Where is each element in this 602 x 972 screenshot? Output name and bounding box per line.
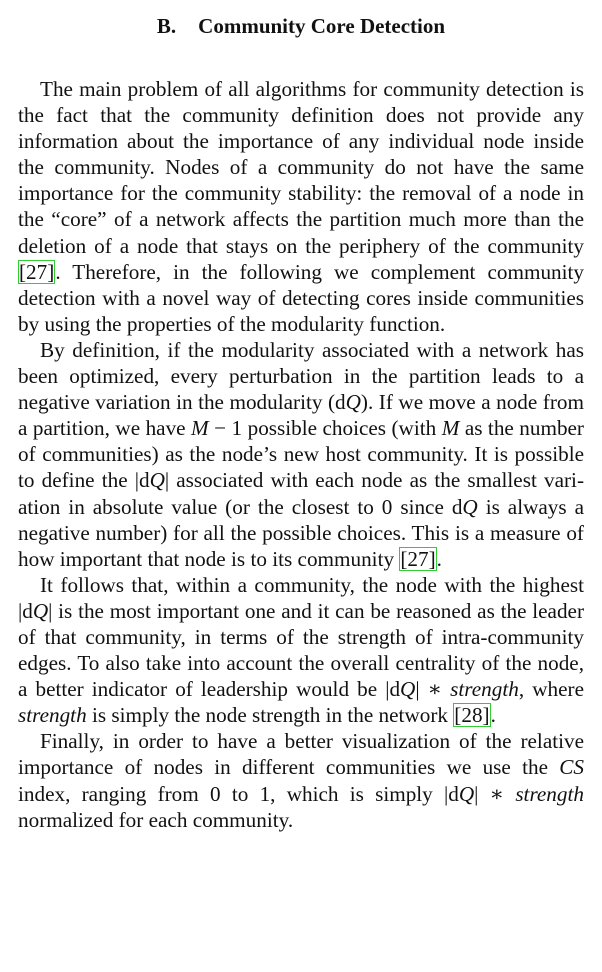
math-variable: CS [559, 755, 584, 780]
paragraph-text: | ∗ [415, 677, 451, 702]
paragraph-text: By definition, if the modularity associated with a network has been optimized, every perturbation in the partition leads to a negative variation in the modularity (d [18, 337, 584, 415]
math-variable: M [191, 416, 209, 441]
math-variable: Q [345, 390, 361, 415]
paragraph-3 [18, 572, 584, 729]
paragraph-1 [18, 76, 584, 337]
paragraph-text: The main problem of all algorithms for community detection is the fact that the community definition does not provide any information about the importance of any individual node inside the community. Nodes of a community do not have the same importance for the community stability: the removal of a node in the “core” of a network affects the partition much more than the deletion of a node that stays on the periphery of the community [18, 77, 584, 258]
paragraph-text: It follows that, within a community, the node with the highest |d [18, 572, 584, 623]
paragraph-text: | associated with each node as the smallest variation in absolute value (or the closest to 0 since d [18, 468, 584, 519]
math-variable: strength [515, 781, 584, 806]
math-variable: M [441, 416, 460, 441]
paragraph-text: ). If we move a node from a partition, we have [18, 390, 584, 441]
paragraph-text: | is the most important one and it can be reasoned as the leader of that community, in terms of the strength of intra-community edges. To also take into account the overall centrality of the node, a better indicator of leadership would be |d [18, 598, 584, 702]
math-variable: Q [462, 494, 478, 519]
citation-link[interactable]: [27] [400, 546, 436, 571]
paragraph-text: Finally, in order to have a better visualization of the relative importance of nodes in different communities we use the [18, 729, 584, 780]
paragraph-text: . [490, 703, 496, 728]
section-heading [18, 12, 584, 40]
paragraph-text: is simply the node strength in the network [86, 703, 454, 728]
paragraph-text: . Therefore, in the following we complement community detection with a novel way of detecting cores inside communities by using the properties of the modularity function. [18, 259, 584, 336]
section-number: B. [156, 14, 177, 38]
paragraph-text: − 1 possible choices (with [208, 416, 442, 441]
paragraph-text: as the number of communities) as the node’s new host community. It is possible to define the |d [18, 416, 584, 493]
paragraph-text: . [436, 546, 442, 571]
section-title: Community Core Detection [198, 14, 446, 38]
paragraph-4 [18, 728, 584, 832]
math-variable: Q [149, 468, 165, 493]
citation-link[interactable]: [27] [19, 259, 55, 284]
math-variable: Q [400, 677, 416, 702]
math-variable: Q [458, 781, 475, 806]
paragraph-text: , where [518, 677, 584, 702]
math-variable: strength [450, 677, 519, 702]
paragraph-text: | ∗ [474, 781, 516, 806]
paragraph-text: normalized for each community. [18, 807, 294, 832]
citation-link[interactable]: [28] [454, 703, 490, 728]
math-variable: Q [32, 598, 49, 623]
math-variable: strength [18, 703, 87, 728]
paragraph-text: is always a negative number) for all the possible choices. This is a measure of how important that node is to its community [18, 494, 584, 571]
paper-page [18, 12, 584, 833]
paragraph-text: index, ranging from 0 to 1, which is simply |d [18, 781, 459, 806]
paragraph-2 [18, 337, 584, 572]
